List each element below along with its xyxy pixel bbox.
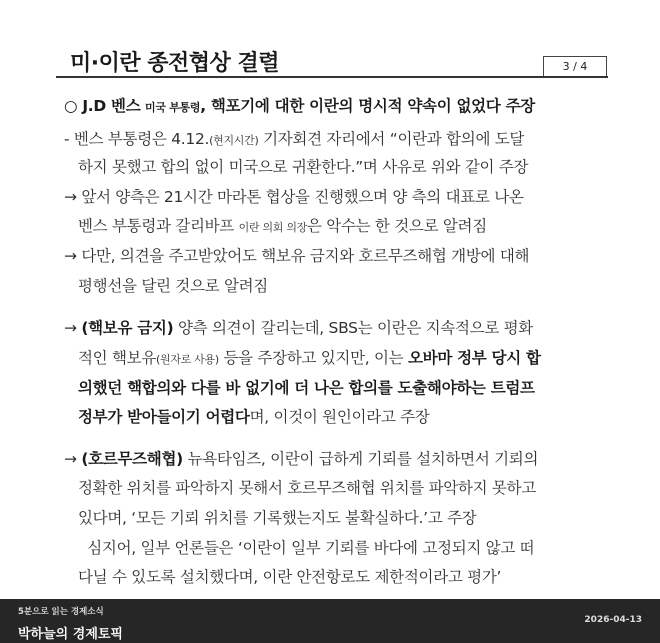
small-note: (현지시간)	[209, 134, 259, 147]
text-span: 며, 이것이 원인이라고 주장	[249, 408, 430, 426]
text-span: 벤스 부통령과 갈리바프	[78, 217, 239, 235]
small-note: 이란 의회 의장	[238, 221, 307, 234]
section2-line4	[78, 405, 430, 429]
title-divider	[56, 76, 608, 78]
footer-subtitle: 5분으로 읽는 경제소식	[18, 607, 104, 617]
text-span: 양측 의견이 갈리는데, SBS는 이란은 지속적으로 평화	[173, 319, 533, 337]
section1-line2: 하지 못했고 합의 없이 미국으로 귀환한다.”며 사유로 위와 같이 주장	[78, 158, 529, 176]
section2-line2	[78, 346, 541, 372]
small-note: (원자로 사용)	[156, 353, 219, 366]
section3-line3: 있다며, ‘모든 기뢰 위치를 기록했는지도 불확실하다.’고 주장	[78, 509, 477, 527]
page-indicator: 3 / 4	[543, 56, 607, 78]
section1-line1	[64, 127, 524, 153]
slide-title: 미·이란 종전협상 결렬	[70, 51, 279, 76]
footer-date: 2026-04-13	[584, 615, 642, 625]
footer-bar	[0, 599, 660, 643]
arrow: →	[64, 319, 82, 337]
text-span: - 벤스 부통령은 4.12.	[64, 130, 210, 148]
text-span: 등을 주장하고 있지만, 이는	[218, 349, 408, 367]
section3-line4: 심지어, 일부 언론들은 ‘이란이 일부 기뢰를 바다에 고정되지 않고 떠	[78, 539, 535, 557]
section2-line3: 의했던 핵합의와 다를 바 없기에 더 나은 합의를 도출해야하는 트럼프	[78, 379, 535, 397]
section1-heading	[64, 94, 535, 120]
heading-small-note: 미국 부통령	[145, 101, 201, 114]
section1-line3: → 앞서 양측은 21시간 마라톤 협상을 진행했으며 양 측의 대표로 나온	[64, 188, 524, 206]
heading-rest: , 핵포기에 대한 이란의 명시적 약속이 없었다 주장	[200, 97, 535, 115]
text-span: 뉴욕타임즈, 이란이 급하게 기뢰를 설치하면서 기뢰의	[182, 450, 539, 468]
text-span: 적인 핵보유	[78, 349, 156, 367]
topic-label: (호르무즈해협)	[81, 450, 183, 468]
arrow: →	[64, 450, 82, 468]
emphasis-text: 정부가 받아들이기 어렵다	[78, 408, 250, 426]
slide-header	[56, 44, 608, 84]
section3-line1	[64, 447, 538, 471]
section3-line5: 다닐 수 있도록 설치했다며, 이란 안전항로도 제한적이라고 평가’	[78, 568, 502, 586]
emphasis-text: 오바마 정부 당시 합	[407, 349, 541, 367]
footer-brand: 박하늘의 경제토픽	[18, 627, 123, 642]
section2-line1	[64, 316, 533, 340]
section3-line2: 정확한 위치를 파악하지 못해서 호르무즈해협 위치를 파악하지 못하고	[78, 479, 536, 497]
section1-line5: → 다만, 의견을 주고받았어도 핵보유 금지와 호르무즈해협 개방에 대해	[64, 247, 530, 265]
text-span: 기자회견 자리에서 “이란과 합의에 도달	[258, 130, 525, 148]
section1-line6: 평행선을 달린 것으로 알려짐	[78, 277, 268, 295]
section1-line4	[78, 214, 487, 240]
topic-label: (핵보유 금지)	[81, 319, 174, 337]
heading-bullet: ○ J.D 벤스	[64, 97, 141, 115]
text-span: 은 악수는 한 것으로 알려짐	[306, 217, 487, 235]
